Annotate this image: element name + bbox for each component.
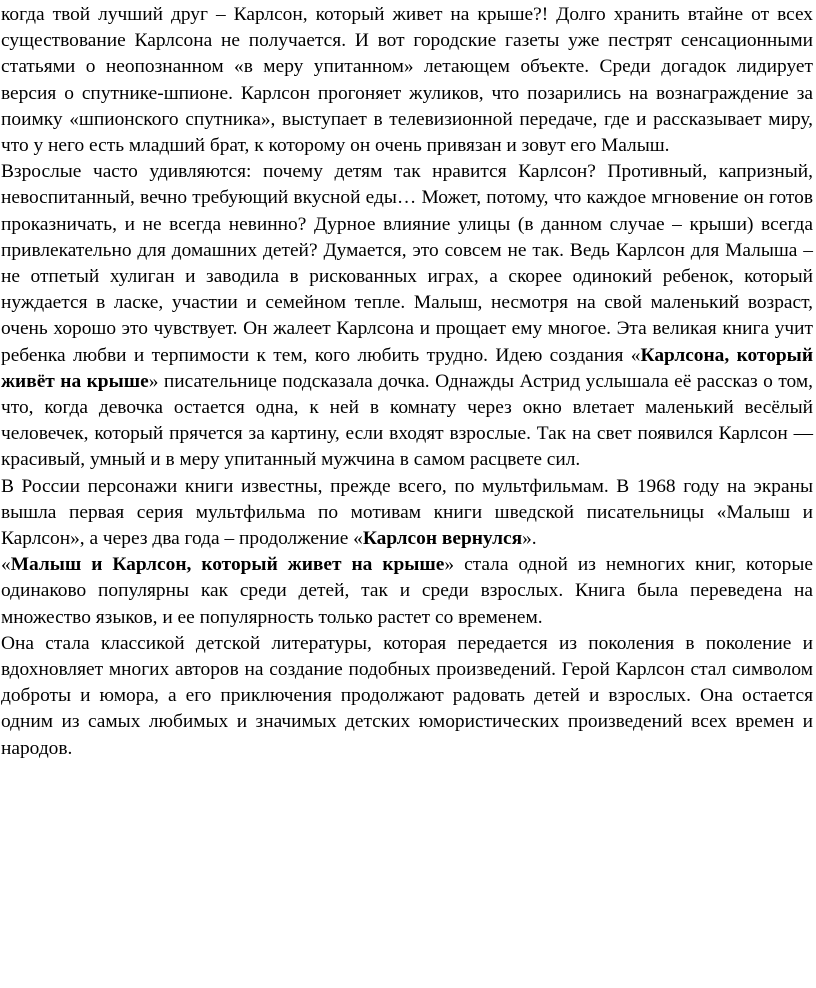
paragraph-text: » писательнице подсказала дочка. Однажды Астрид услышала её рассказ о том, что, когда девочка остается одна, к ней в комнату через окно влетает маленький весёлый человечек, который прячется за картину, если входят взрослые. Так на свет появился Карлсон — красивый, умный и в меру упитанный мужчина в самом расцвете сил.	[1, 370, 813, 471]
paragraph-text: «	[1, 554, 11, 576]
paragraph-book-popularity	[1, 552, 813, 631]
paragraph-text: Она стала классикой детской литературы, которая передается из поколения в поколение и вдохновляет многих авторов на создание подобных произведений. Герой Карлсон стал символом доброты и юмора, а его приключения продолжают радовать детей и взрослых. Она остается одним из самых любимых и значимых детских юмористических произведений всех времен и народов.	[1, 632, 813, 759]
paragraph-text: В России персонажи книги известны, прежде всего, по мультфильмам. В 1968 году на экраны вышла первая серия мультфильма по мотивам книги шведской писательницы «Малыш и Карлсон», а через два года – продолжение «	[1, 475, 813, 550]
paragraph-carlson-secret	[1, 2, 813, 159]
paragraph-text: Взрослые часто удивляются: почему детям так нравится Карлсон? Противный, капризный, невоспитанный, вечно требующий вкусной еды… Может, потому, что каждое мгновение он готов проказничать, и не всегда невинно? Дурное влияние улицы (в данном случае – крыши) всегда привлекательно для домашних детей? Думается, это совсем не так. Ведь Карлсон для Малыша – не отпетый хулиган и заводила в рискованных играх, а скорее одинокий ребенок, который нуждается в ласке, участии и семейном тепле. Малыш, несмотря на свой маленький возраст, очень хорошо это чувствует. Он жалеет Карлсона и прощает ему многое. Эта великая книга учит ребенка любви и терпимости к тем, кого любить трудно. Идею создания «	[1, 161, 813, 366]
paragraph-classic-literature	[1, 631, 813, 762]
paragraph-text: » стала одной из немногих книг, которые одинаково популярны как среди детей, так и среди взрослых. Книга была переведена на множество языков, и ее популярность только растет со временем.	[1, 554, 813, 628]
paragraph-text: когда твой лучший друг – Карлсон, который живет на крыше?! Долго хранить втайне от всех существование Карлсона не получается. И вот городские газеты уже пестрят сенсационными статьями о неопознанном «в меру упитанном» летающем объекте. Среди догадок лидирует версия о спутнике-шпионе. Карлсон прогоняет жуликов, что позарились на вознаграждение за поимку «шпионского спутника», выступает в телевизионной передаче, где и рассказывает миру, что у него есть младший брат, к которому он очень привязан и зовут его Малыш.	[1, 4, 813, 157]
document-body	[1, 2, 813, 762]
paragraph-why-children-love	[1, 159, 813, 473]
book-title-bold: Малыш и Карлсон, который живет на крыше	[10, 554, 445, 576]
paragraph-russia-cartoons	[1, 474, 813, 553]
book-title-bold: Карлсона, который живёт на крыше	[1, 344, 813, 392]
cartoon-title-bold: Карлсон вернулся	[362, 528, 523, 550]
paragraph-text: ».	[522, 528, 537, 550]
